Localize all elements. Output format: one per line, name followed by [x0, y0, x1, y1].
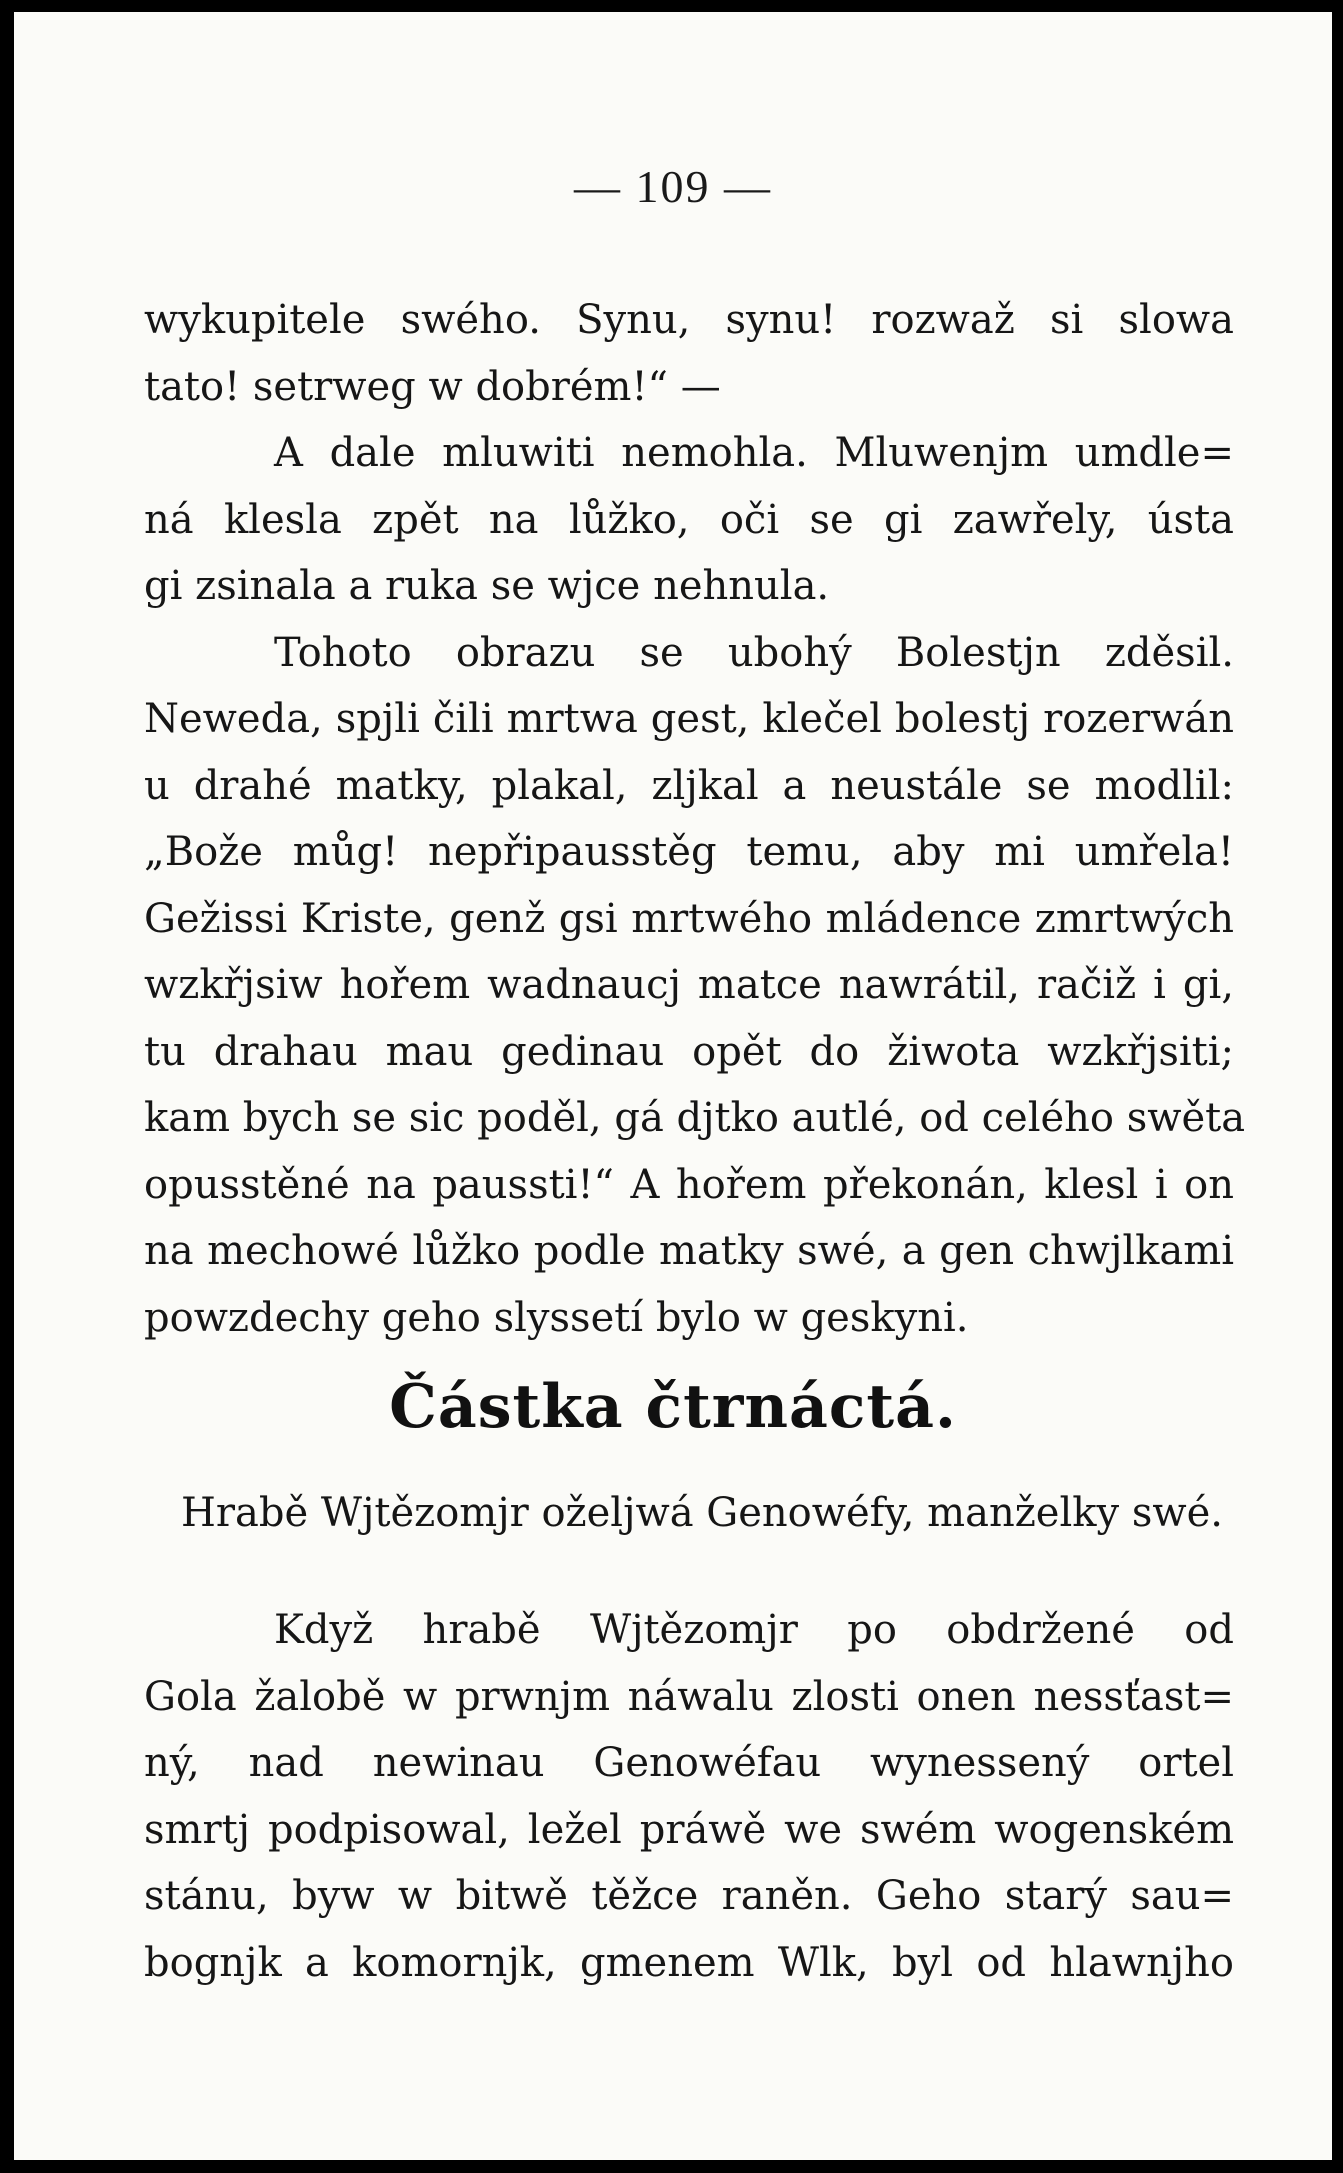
text-line: kam bych se sic poděl, gá djtko autlé, od celého swěta — [144, 1095, 1246, 1141]
text-line: Když hrabě Wjtězomjr po obdržené od — [274, 1607, 1234, 1653]
text-line: wykupitele swého. Synu, synu! rozwaž si slowa — [144, 297, 1234, 343]
book-page — [14, 12, 1332, 2160]
paragraph-chapter-opening — [144, 1597, 1234, 1996]
page-number: — 109 — — [574, 161, 772, 212]
text-line: Tohoto obrazu se ubohý Bolestjn zděsil. — [274, 629, 1234, 676]
text-line: u drahé matky, plakal, zljkal a neustále se modlil: — [144, 762, 1234, 809]
text-line: wzkřjsiw hořem wadnaucj matce nawrátil, račiž i gi, — [144, 962, 1234, 1008]
chapter-subtitle: Hrabě Wjtězomjr oželjwá Genowéfy, manželky swé. — [181, 1490, 1223, 1536]
text-line: na mechowé lůžko podle matky swé, a gen chwjlkami — [144, 1228, 1234, 1274]
paragraph-closing-dialogue — [144, 287, 1246, 1351]
text-line: opusstěné na paussti!“ A hořem překonán, klesl i on — [144, 1161, 1234, 1208]
text-line: stánu, byw w bitwě těžce raněn. Geho starý sau= — [144, 1873, 1234, 1919]
text-line: tato! setrweg w dobrém!“ — — [144, 363, 721, 410]
text-line: A dale mluwiti nemohla. Mluwenjm umdle= — [274, 430, 1234, 476]
text-line: powzdechy geho slyssetí bylo w geskyni. — [144, 1294, 969, 1341]
text-line: Gežissi Kriste, genž gsi mrtwého mládence zmrtwých — [144, 895, 1234, 942]
text-line: ná klesla zpět na lůžko, oči se gi zawřely, ústa — [144, 496, 1234, 543]
text-line: Gola žalobě w prwnjm náwalu zlosti onen nessťast= — [144, 1673, 1234, 1720]
text-line: tu drahau mau gedinau opět do žiwota wzkřjsiti; — [144, 1028, 1234, 1075]
chapter-title: Částka čtrnáctá. — [389, 1372, 957, 1442]
text-line: smrtj podpisowal, ležel práwě we swém wogenském — [144, 1806, 1234, 1853]
text-line: gi zsinala a ruka se wjce nehnula. — [144, 563, 830, 609]
text-line: Neweda, spjli čili mrtwa gest, klečel bolestj rozerwán — [144, 696, 1234, 742]
text-line: bognjk a komornjk, gmenem Wlk, byl od hlawnjho — [144, 1939, 1234, 1986]
text-line: ný, nad newinau Genowéfau wynessený ortel — [144, 1740, 1234, 1786]
text-line: „Bože můg! nepřipausstěg temu, aby mi umřela! — [144, 829, 1234, 875]
